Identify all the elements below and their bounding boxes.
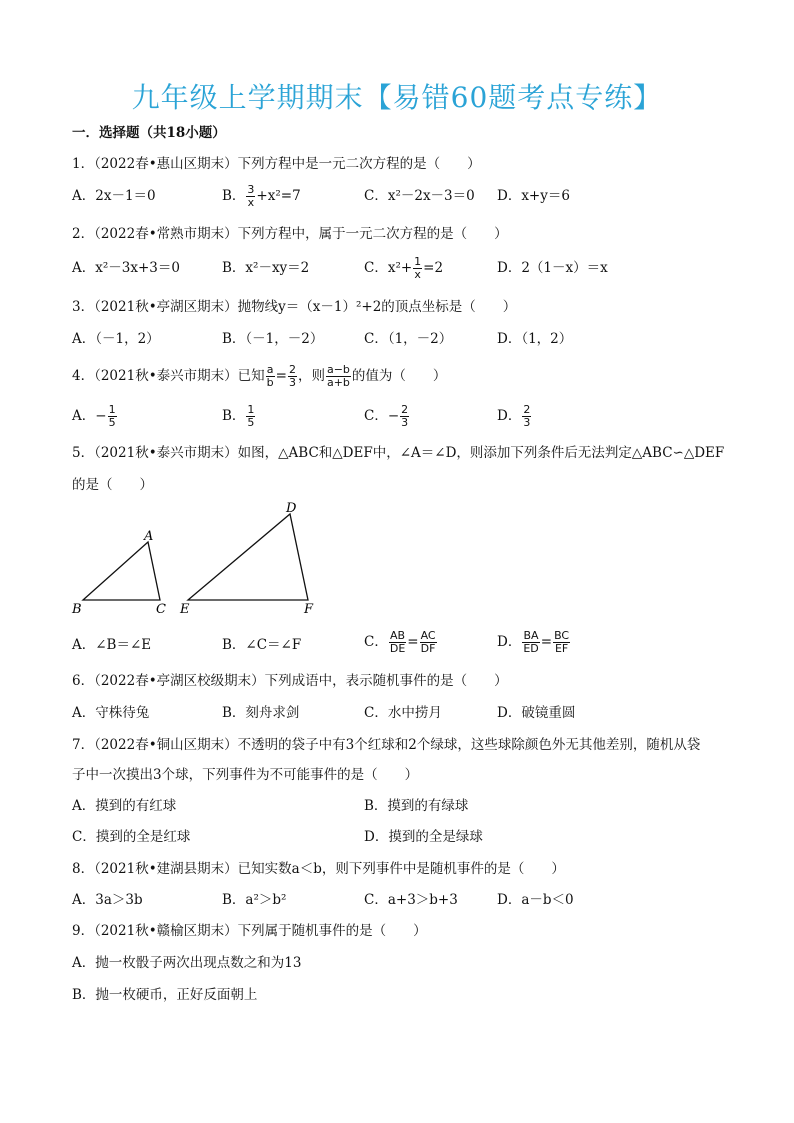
q7-option-a: A．摸到的有红球 — [72, 798, 177, 814]
q9-option-a: A．抛一枚骰子两次出现点数之和为13 — [72, 955, 302, 971]
q2-option-d: D．2（1－x）＝x — [497, 260, 608, 276]
q3-option-b: B．（－1，－2） — [222, 331, 324, 347]
q5-option-c: C． $\frac{AB}{DE}$ = $\frac{AC}{DF}$ — [364, 629, 436, 655]
q1-option-d: D．x+y＝6 — [497, 188, 570, 204]
q3-option-c: C．（1，－2） — [364, 331, 453, 347]
q5-option-d: D． $\frac{BA}{ED}$ = $\frac{BC}{EF}$ — [497, 629, 570, 655]
q9-option-b: B．抛一枚硬币，正好反面朝上 — [72, 987, 258, 1003]
question-5-stem-line1: 5．（2021秋•泰兴市期末）如图，△ABC和△DEF中，∠A＝∠D，则添加下列条件后无法判定△ABC∽△DEF — [72, 445, 725, 461]
q5-option-a: A．∠B＝∠E — [72, 637, 152, 653]
vertex-label-d: D — [286, 501, 297, 516]
question-9-stem: 9．（2021秋•赣榆区期末）下列属于随机事件的是（ ） — [72, 923, 427, 939]
question-3-stem: 3．（2021秋•亭湖区期末）抛物线y＝（x－1）²+2的顶点坐标是（ ） — [72, 299, 517, 315]
q8-option-a: A．3a＞3b — [72, 892, 143, 908]
question-5-stem-line2: 的是（ ） — [72, 477, 153, 493]
q2-option-a: A．x²－3x+3＝0 — [72, 260, 180, 276]
q3-option-d: D．（1，2） — [497, 331, 573, 347]
page-title: 九年级上学期期末【易错60题考点专练】 — [131, 81, 663, 114]
q7-option-c: C．摸到的全是红球 — [72, 829, 191, 845]
fraction: $\frac{3}{x}$ — [247, 183, 255, 209]
q4-option-b: B． $\frac{1}{5}$ — [222, 403, 255, 429]
q1-option-a: A．2x－1＝0 — [72, 188, 156, 204]
q4-option-c: C．− $\frac{2}{3}$ — [364, 403, 409, 429]
q1-option-c: C．x²－2x－3＝0 — [364, 188, 475, 204]
section-heading: 一．选择题（共18小题） — [72, 125, 226, 141]
fraction: $\frac{1}{x}$ — [414, 255, 422, 281]
vertex-label-e: E — [180, 602, 190, 617]
question-7-stem-line2: 子中一次摸出3个球，下列事件为不可能事件的是（ ） — [72, 767, 419, 783]
vertex-label-b: B — [72, 602, 82, 617]
triangle-abc — [83, 542, 160, 600]
question-2-stem: 2．（2022春•常熟市期末）下列方程中，属于一元二次方程的是（ ） — [72, 226, 508, 242]
question-4-stem: 4．（2021秋•泰兴市期末）已知 $\frac{a}{b}$ = $\frac{2}{3}$ ，则 $\frac{a-b}{a+b}$ 的值为（ ） — [72, 363, 447, 389]
q6-option-d: D．破镜重圆 — [497, 705, 576, 721]
q8-option-c: C．a+3＞b+3 — [364, 892, 458, 908]
q6-option-b: B．刻舟求剑 — [222, 705, 300, 721]
q7-option-d: D．摸到的全是绿球 — [364, 829, 483, 845]
q4-option-d: D． $\frac{2}{3}$ — [497, 403, 531, 429]
question-6-stem: 6．（2022春•亭湖区校级期末）下列成语中，表示随机事件的是（ ） — [72, 673, 508, 689]
vertex-label-c: C — [156, 602, 166, 617]
triangle-figure — [68, 500, 328, 620]
q2-option-b: B．x²－xy＝2 — [222, 260, 310, 276]
q6-option-a: A．守株待兔 — [72, 705, 150, 721]
vertex-label-f: F — [304, 602, 314, 617]
triangle-def — [188, 514, 308, 600]
vertex-label-a: A — [144, 529, 154, 544]
q8-option-d: D．a－b＜0 — [497, 892, 574, 908]
q4-option-a: A．− $\frac{1}{5}$ — [72, 403, 116, 429]
q3-option-a: A．（－1，2） — [72, 331, 160, 347]
question-8-stem: 8．（2021秋•建湖县期末）已知实数a＜b，则下列事件中是随机事件的是（ ） — [72, 861, 565, 877]
q5-option-b: B．∠C＝∠F — [222, 637, 302, 653]
question-1-stem: 1．（2022春•惠山区期末）下列方程中是一元二次方程的是（ ） — [72, 156, 481, 172]
q8-option-b: B．a²＞b² — [222, 892, 287, 908]
q2-option-c: C．x²+ $\frac{1}{x}$ =2 — [364, 255, 444, 281]
q1-option-b: B． $\frac{3}{x}$ +x²=7 — [222, 183, 301, 209]
question-7-stem-line1: 7．（2022春•铜山区期末）不透明的袋子中有3个红球和2个绿球，这些球除颜色外无其他差别，随机从袋 — [72, 737, 701, 753]
q7-option-b: B．摸到的有绿球 — [364, 798, 469, 814]
q6-option-c: C．水中捞月 — [364, 705, 442, 721]
